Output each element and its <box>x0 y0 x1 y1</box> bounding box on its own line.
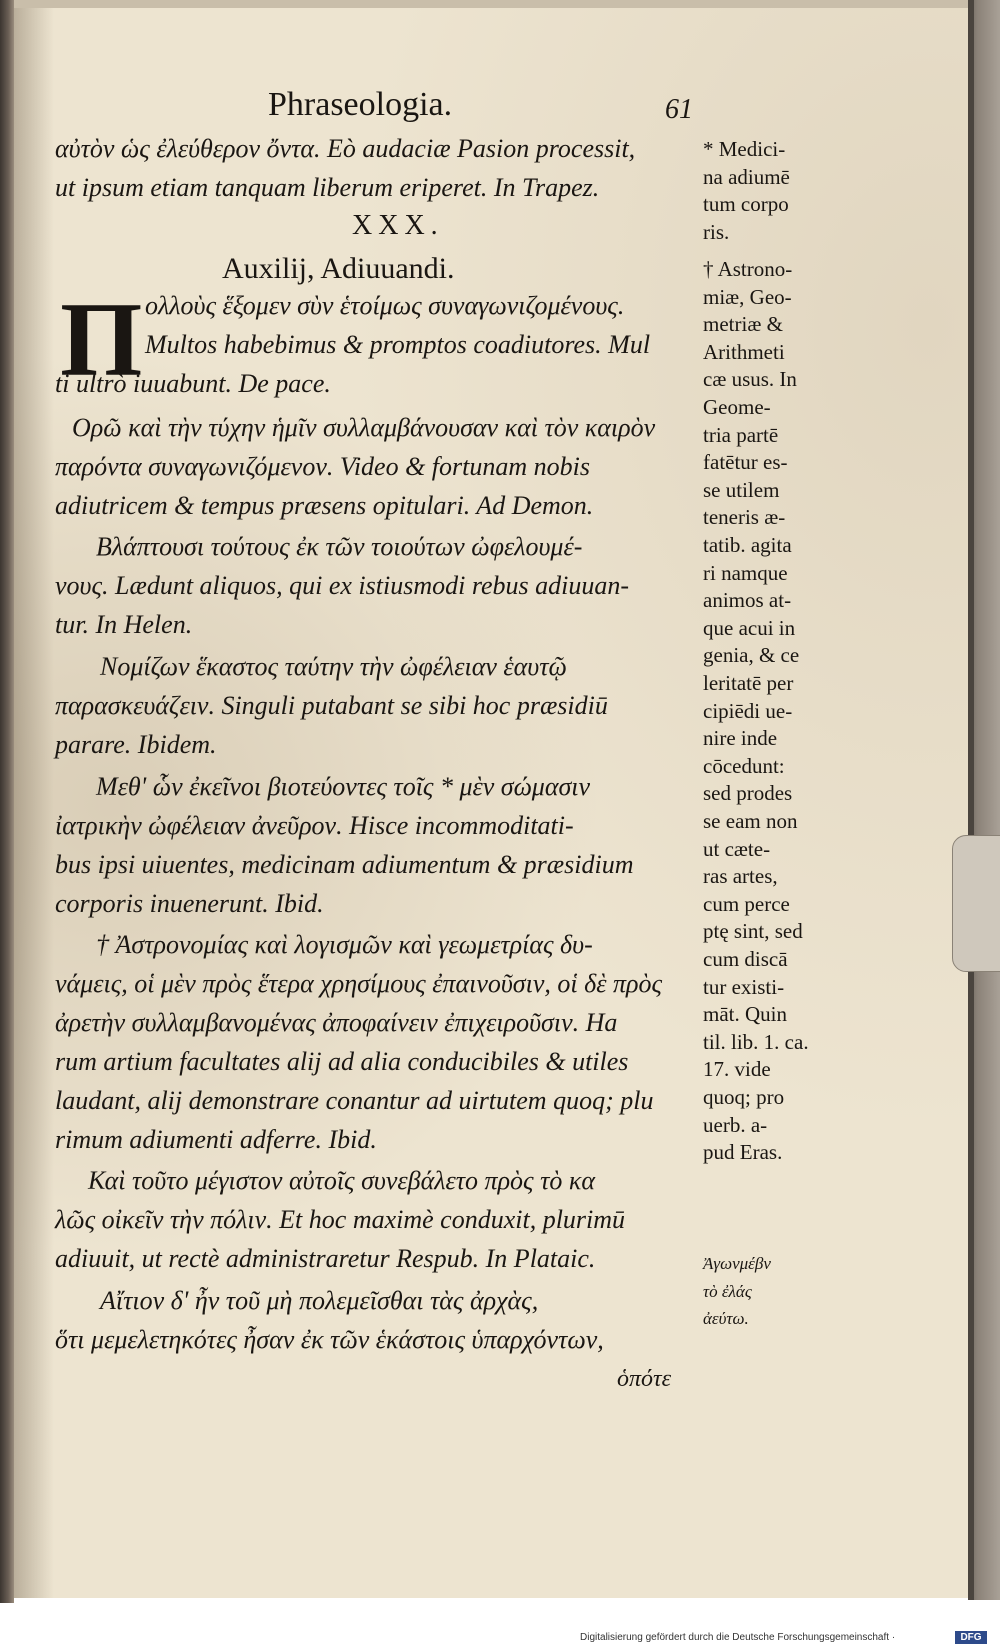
margin-note: animos at- <box>703 588 792 613</box>
page-clip <box>952 835 1000 972</box>
text-line: rimum adiumenti adferre. Ibid. <box>55 1125 377 1154</box>
margin-note: 17. vide <box>703 1057 771 1082</box>
catchword: ὁπότε <box>617 1366 672 1392</box>
margin-note: cipiēdi ue- <box>703 698 793 723</box>
margin-note: leritatē per <box>703 671 794 695</box>
margin-note: τὸ ἐλάς <box>703 1281 752 1301</box>
text-line: Καὶ τοῦτο μέγιστον αὐτοῖς συνεβάλετο πρὸς τὸ κα <box>88 1166 596 1195</box>
running-title: Phraseologia. <box>268 86 453 123</box>
margin-note: se utilem <box>703 477 780 502</box>
margin-note: pud Eras. <box>703 1140 783 1165</box>
margin-note: til. lib. 1. ca. <box>703 1029 809 1054</box>
text-line: Multos habebimus & promptos coadiutores. Mul <box>145 330 651 359</box>
text-line: parare. Ibidem. <box>55 730 217 759</box>
text-line: Νομίζων ἕκαστος ταύτην τὴν ὠφέλειαν ἑαυτῷ <box>100 652 567 681</box>
section-number: XXX. <box>352 210 444 241</box>
margin-note: na adiumē <box>703 164 790 189</box>
text-line: bus ipsi uiuentes, medicinam adiumentum & præsidium <box>55 850 634 879</box>
margin-note: quoq; pro <box>703 1085 785 1109</box>
margin-note: fatētur es- <box>703 450 788 475</box>
margin-note: tum corpo <box>703 192 789 217</box>
margin-note: sed prodes <box>703 781 793 806</box>
margin-note: ptę sint, sed <box>703 919 803 944</box>
margin-note: cum perce <box>703 891 790 916</box>
text-line: adiutricem & tempus præsens opitulari. Ad Demon. <box>55 491 594 520</box>
margin-note: cæ usus. In <box>703 367 797 392</box>
margin-note: genia, & ce <box>703 643 800 668</box>
margin-note: ἀεύτω. <box>703 1309 749 1329</box>
text-line: ti ultrò iuuabunt. De pace. <box>55 369 331 398</box>
book-page <box>14 8 976 1598</box>
margin-note: uerb. a- <box>703 1112 768 1137</box>
text-line: νάμεις, οἱ μὲν πρὸς ἕτερα χρησίμους ἐπαινοῦσιν, οἱ δὲ πρὸς <box>55 969 663 998</box>
gutter-shadow <box>14 8 54 1598</box>
text-line: λῶς οἰκεῖν τὴν πόλιν. Et hoc maximè conduxit, plurimū <box>55 1205 626 1234</box>
text-line: rum artium facultates alij ad alia conducibiles & utiles <box>55 1047 629 1076</box>
text-line: ἀρετὴν συλλαμβανομένας ἀποφαίνειν ἐπιχειροῦσιν. Ha <box>55 1008 618 1037</box>
footer-bar <box>0 1603 1000 1652</box>
margin-note: ri namque <box>703 560 788 585</box>
text-line: ὅτι μεμελετηκότες ἦσαν ἐκ τῶν ἑκάστοις ὑπαρχόντων, <box>55 1325 604 1354</box>
drop-capital: Π <box>60 281 143 398</box>
margin-note: Ἀγωνμέβν <box>703 1254 771 1273</box>
margin-note: tatib. agita <box>703 533 792 557</box>
margin-note: tur existi- <box>703 974 785 999</box>
text-line: adiuuit, ut rectè administraretur Respub. In Plataic. <box>55 1244 596 1273</box>
text-line: αὐτὸν ὡς ἐλεύθερον ὄντα. Eò audaciæ Pasion processit, <box>55 134 636 163</box>
margin-note: ris. <box>703 219 730 244</box>
text-line: tur. In Helen. <box>55 610 193 639</box>
margin-note: † Astrono- <box>703 257 793 281</box>
text-line: παρασκευάζειν. Singuli putabant se sibi hoc præsidiū <box>55 691 608 720</box>
text-line: ολλοὺς ἕξομεν σὺν ἑτοίμως συναγωνιζομένους. <box>145 291 625 320</box>
margin-note: ut cæte- <box>703 836 771 861</box>
margin-note: tria partē <box>703 422 779 447</box>
text-line: corporis inuenerunt. Ibid. <box>55 889 324 918</box>
funding-notice: Digitalisierung gefördert durch die Deutsche Forschungsgemeinschaft · <box>580 1632 896 1643</box>
margin-note: Arithmeti <box>703 339 785 364</box>
dfg-logo-icon: DFG <box>955 1631 987 1644</box>
margin-note: metriæ & <box>703 312 783 337</box>
margin-note: se eam non <box>703 809 798 833</box>
text-line: παρόντα συναγωνιζόμενον. Video & fortunam nobis <box>55 452 590 481</box>
page-number: 61 <box>665 94 693 125</box>
margin-note: cum discā <box>703 947 788 971</box>
margin-note: Geome- <box>703 395 771 419</box>
text-line: ut ipsum etiam tanquam liberum eriperet. In Trapez. <box>55 173 600 202</box>
margin-note: miæ, Geo- <box>703 284 792 309</box>
text-line: νους. Lædunt aliquos, qui ex istiusmodi rebus adiuuan- <box>55 571 630 600</box>
book-binding <box>0 0 14 1652</box>
margin-note: teneris æ- <box>703 505 786 530</box>
margin-note: que acui in <box>703 615 796 640</box>
margin-note: māt. Quin <box>703 1002 787 1027</box>
book-fore-edge <box>968 0 1000 1600</box>
text-line: laudant, alij demonstrare conantur ad uirtutem quoq; plu <box>55 1086 654 1115</box>
section-title: Auxilij, Adiuuandi. <box>222 252 455 285</box>
margin-note: ras artes, <box>703 864 778 889</box>
margin-note: cōcedunt: <box>703 753 785 778</box>
text-line: Μεθ' ὧν ἐκεῖνοι βιοτεύοντες τοῖς * μὲν σώμασιν <box>96 772 591 801</box>
text-line: Βλάπτουσι τούτους ἐκ τῶν τοιούτων ὠφελουμέ- <box>96 532 583 561</box>
text-line: ἰατρικὴν ὠφέλειαν ἀνεῦρον. Hisce incommoditati- <box>55 811 574 840</box>
text-line: Αἴτιον δ' ἦν τοῦ μὴ πολεμεῖσθαι τὰς ἀρχὰς, <box>100 1286 539 1315</box>
text-line: Ορῶ καὶ τὴν τύχην ἡμῖν συλλαμβάνουσαν καὶ τὸν καιρὸν <box>72 413 656 442</box>
text-line: † Ἀστρονομίας καὶ λογισμῶν καὶ γεωμετρίας δυ- <box>96 930 593 959</box>
margin-note: * Medici- <box>703 137 786 161</box>
margin-note: nire inde <box>703 726 778 751</box>
